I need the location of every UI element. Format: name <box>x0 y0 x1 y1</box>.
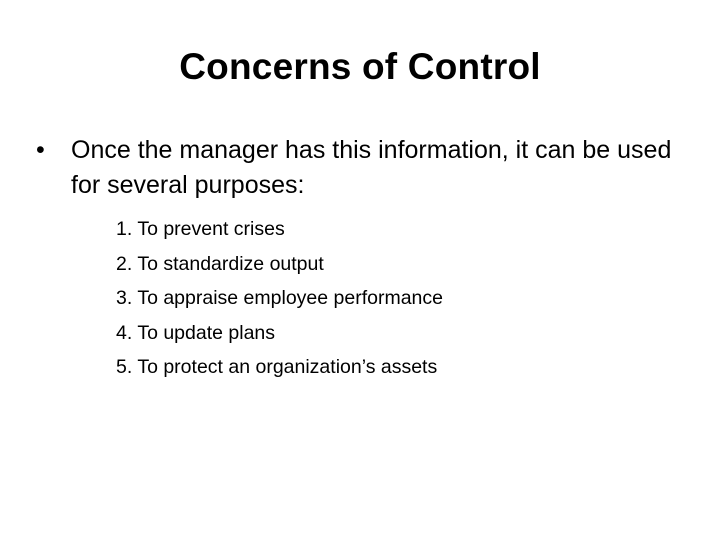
list-item: 5. To protect an organization’s assets <box>116 356 438 378</box>
list-item: 3. To appraise employee performance <box>116 287 443 309</box>
bullet-text: Once the manager has this information, it can be used for several purposes: <box>71 136 672 199</box>
main-bullet <box>36 133 686 203</box>
list-item: 1. To prevent crises <box>116 218 285 240</box>
bullet-marker: • <box>36 136 45 164</box>
list-item: 2. To standardize output <box>116 252 324 275</box>
list-item: 4. To update plans <box>116 321 276 344</box>
purposes-list <box>116 212 676 385</box>
slide-title: Concerns of Control <box>179 46 541 87</box>
